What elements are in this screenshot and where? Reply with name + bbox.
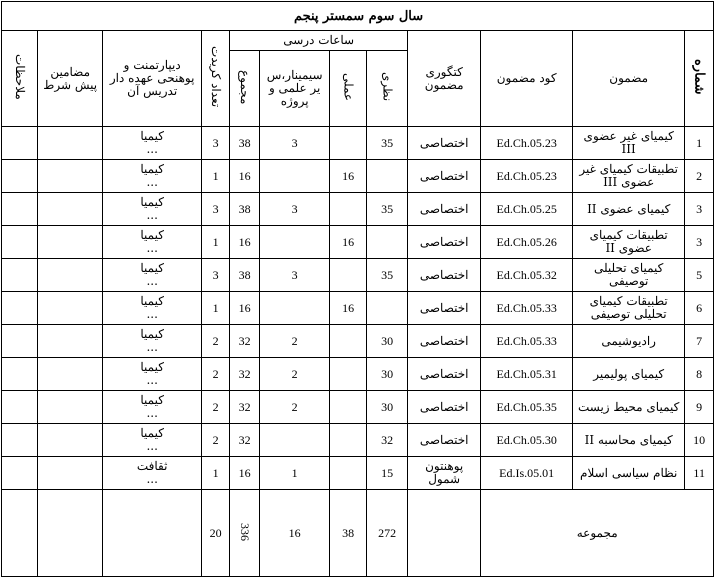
row-number: 7: [685, 325, 714, 358]
table-row: [2, 226, 714, 259]
theory-cell: [367, 292, 408, 325]
department-cell: [103, 457, 202, 490]
seminar-cell: 2: [260, 325, 330, 358]
department-name: کیمیا: [140, 162, 164, 176]
department-ellipsis: ...: [146, 307, 158, 321]
credits-cell: 2: [202, 424, 230, 457]
department-cell: [103, 424, 202, 457]
row-number: 9: [685, 391, 714, 424]
notes-cell: [2, 325, 38, 358]
code-cell: Ed.Ch.05.33: [481, 292, 573, 325]
department-name: کیمیا: [140, 393, 164, 407]
header-department: دیپارتمنت و پوهنحی عهده دار تدریس آن: [103, 31, 202, 127]
prerequisite-cell: [38, 193, 103, 226]
credits-cell: 3: [202, 193, 230, 226]
total-cell: 16: [230, 226, 260, 259]
header-total: مجموع: [230, 51, 260, 127]
seminar-cell: [260, 292, 330, 325]
department-cell: [103, 292, 202, 325]
department-ellipsis: ...: [146, 406, 158, 420]
notes-cell: [2, 358, 38, 391]
header-seminar: سیمینار،س یر علمی و پروژه: [260, 51, 330, 127]
subject-cell: کیمیای محیط زیست: [573, 391, 685, 424]
subject-cell: تطبیقات کیمیای تحلیلی توصیفی: [573, 292, 685, 325]
code-cell: Ed.Ch.05.23: [481, 127, 573, 160]
theory-cell: [367, 226, 408, 259]
table-row: [2, 259, 714, 292]
total-cell: 32: [230, 358, 260, 391]
total-cell: 38: [230, 259, 260, 292]
department-ellipsis: ...: [146, 472, 158, 486]
total-cell: 16: [230, 457, 260, 490]
code-cell: Ed.Ch.05.31: [481, 358, 573, 391]
prerequisite-cell: [38, 358, 103, 391]
header-code: کود مضمون: [481, 31, 573, 127]
practical-cell: [330, 259, 367, 292]
row-number: 1: [685, 127, 714, 160]
department-cell: [103, 226, 202, 259]
category-cell: اختصاصی: [408, 391, 481, 424]
category-cell: اختصاصی: [408, 358, 481, 391]
total-cell: 38: [230, 127, 260, 160]
department-ellipsis: ...: [146, 340, 158, 354]
header-theory: نظری: [367, 51, 408, 127]
semester-table: [1, 1, 714, 577]
totals-total: 336: [230, 490, 260, 577]
notes-cell: [2, 160, 38, 193]
table-row: [2, 193, 714, 226]
practical-cell: [330, 391, 367, 424]
total-cell: 32: [230, 424, 260, 457]
department-cell: [103, 391, 202, 424]
row-number: 10: [685, 424, 714, 457]
credits-cell: 2: [202, 358, 230, 391]
totals-theory: 272: [367, 490, 408, 577]
subject-cell: کیمیای غیر عضوی III: [573, 127, 685, 160]
row-number: 3: [685, 193, 714, 226]
header-hours-group: ساعات درسی: [230, 31, 408, 51]
practical-cell: [330, 193, 367, 226]
subject-cell: تطبیقات کیمیای عضوی II: [573, 226, 685, 259]
code-cell: Ed.Ch.05.26: [481, 226, 573, 259]
total-cell: 32: [230, 325, 260, 358]
row-number: 11: [685, 457, 714, 490]
category-cell: اختصاصی: [408, 259, 481, 292]
total-cell: 16: [230, 160, 260, 193]
credits-cell: 3: [202, 127, 230, 160]
practical-cell: 16: [330, 292, 367, 325]
table-row: [2, 391, 714, 424]
department-cell: [103, 259, 202, 292]
notes-cell: [2, 193, 38, 226]
table-row: [2, 358, 714, 391]
category-cell: اختصاصی: [408, 292, 481, 325]
code-cell: Ed.Ch.05.35: [481, 391, 573, 424]
prerequisite-cell: [38, 325, 103, 358]
category-cell: اختصاصی: [408, 193, 481, 226]
practical-cell: [330, 424, 367, 457]
totals-prereq: [38, 490, 103, 577]
seminar-cell: 1: [260, 457, 330, 490]
total-cell: 16: [230, 292, 260, 325]
subject-cell: تطبیقات کیمیای غیر عضوی III: [573, 160, 685, 193]
subject-cell: رادیوشیمی: [573, 325, 685, 358]
code-cell: Ed.Ch.05.25: [481, 193, 573, 226]
table-row: [2, 292, 714, 325]
header-practical: عملی: [330, 51, 367, 127]
practical-cell: 16: [330, 226, 367, 259]
practical-cell: [330, 358, 367, 391]
seminar-cell: 3: [260, 193, 330, 226]
code-cell: Ed.Ch.05.33: [481, 325, 573, 358]
notes-cell: [2, 424, 38, 457]
code-cell: Ed.Is.05.01: [481, 457, 573, 490]
totals-department: [103, 490, 202, 577]
seminar-cell: 2: [260, 358, 330, 391]
row-number: 3: [685, 226, 714, 259]
totals-notes: [2, 490, 38, 577]
header-notes: ملاحظات: [2, 31, 38, 127]
theory-cell: 35: [367, 127, 408, 160]
credits-cell: 1: [202, 292, 230, 325]
prerequisite-cell: [38, 127, 103, 160]
prerequisite-cell: [38, 457, 103, 490]
category-cell: اختصاصی: [408, 226, 481, 259]
notes-cell: [2, 391, 38, 424]
table-row: [2, 325, 714, 358]
seminar-cell: 3: [260, 259, 330, 292]
totals-category: [408, 490, 481, 577]
department-ellipsis: ...: [146, 208, 158, 222]
department-cell: [103, 193, 202, 226]
notes-cell: [2, 457, 38, 490]
row-number: 2: [685, 160, 714, 193]
department-ellipsis: ...: [146, 175, 158, 189]
department-name: کیمیا: [140, 195, 164, 209]
category-cell: اختصاصی: [408, 127, 481, 160]
prerequisite-cell: [38, 160, 103, 193]
practical-cell: [330, 457, 367, 490]
subject-cell: کیمیای عضوی II: [573, 193, 685, 226]
table-row: [2, 127, 714, 160]
theory-cell: 32: [367, 424, 408, 457]
category-cell: اختصاصی: [408, 424, 481, 457]
department-ellipsis: ...: [146, 373, 158, 387]
credits-cell: 1: [202, 226, 230, 259]
theory-cell: 30: [367, 391, 408, 424]
table-title: سال سوم سمستر پنجم: [2, 2, 714, 31]
subject-cell: کیمیای پولیمیر: [573, 358, 685, 391]
department-ellipsis: ...: [146, 439, 158, 453]
credits-cell: 1: [202, 457, 230, 490]
category-cell: اختصاصی: [408, 160, 481, 193]
seminar-cell: 3: [260, 127, 330, 160]
category-cell: پوهنتون شمول: [408, 457, 481, 490]
credits-cell: 1: [202, 160, 230, 193]
subject-cell: نظام سیاسی اسلام: [573, 457, 685, 490]
totals-row: [2, 490, 714, 577]
header-category: کتگوری مضمون: [408, 31, 481, 127]
header-prerequisite: مضامین پیش شرط: [38, 31, 103, 127]
table-row: [2, 424, 714, 457]
theory-cell: 30: [367, 325, 408, 358]
seminar-cell: 2: [260, 391, 330, 424]
subject-cell: کیمیای محاسبه II: [573, 424, 685, 457]
department-ellipsis: ...: [146, 274, 158, 288]
department-name: کیمیا: [140, 129, 164, 143]
seminar-cell: [260, 160, 330, 193]
department-name: کیمیا: [140, 327, 164, 341]
totals-seminar: 16: [260, 490, 330, 577]
table-row: [2, 457, 714, 490]
department-ellipsis: ...: [146, 142, 158, 156]
department-name: کیمیا: [140, 426, 164, 440]
department-name: کیمیا: [140, 360, 164, 374]
table-body: [2, 127, 714, 490]
department-name: کیمیا: [140, 294, 164, 308]
seminar-cell: [260, 424, 330, 457]
total-cell: 32: [230, 391, 260, 424]
credits-cell: 3: [202, 259, 230, 292]
totals-label: مجموعه: [481, 490, 714, 577]
totals-practical: 38: [330, 490, 367, 577]
practical-cell: [330, 127, 367, 160]
code-cell: Ed.Ch.05.23: [481, 160, 573, 193]
row-number: 5: [685, 259, 714, 292]
seminar-cell: [260, 226, 330, 259]
row-number: 8: [685, 358, 714, 391]
prerequisite-cell: [38, 292, 103, 325]
code-cell: Ed.Ch.05.32: [481, 259, 573, 292]
notes-cell: [2, 259, 38, 292]
row-number: 6: [685, 292, 714, 325]
total-cell: 38: [230, 193, 260, 226]
department-cell: [103, 127, 202, 160]
practical-cell: 16: [330, 160, 367, 193]
credits-cell: 2: [202, 391, 230, 424]
theory-cell: 30: [367, 358, 408, 391]
code-cell: Ed.Ch.05.30: [481, 424, 573, 457]
department-name: کیمیا: [140, 228, 164, 242]
header-credits: تعداد کریدت: [202, 31, 230, 127]
department-cell: [103, 325, 202, 358]
totals-credits: 20: [202, 490, 230, 577]
theory-cell: [367, 160, 408, 193]
notes-cell: [2, 292, 38, 325]
department-name: کیمیا: [140, 261, 164, 275]
category-cell: اختصاصی: [408, 325, 481, 358]
theory-cell: 15: [367, 457, 408, 490]
prerequisite-cell: [38, 226, 103, 259]
theory-cell: 35: [367, 259, 408, 292]
header-subject: مضمون: [573, 31, 685, 127]
department-name: ثقافت: [136, 459, 168, 473]
department-cell: [103, 160, 202, 193]
prerequisite-cell: [38, 259, 103, 292]
header-number: شماره: [685, 31, 714, 127]
notes-cell: [2, 226, 38, 259]
department-cell: [103, 358, 202, 391]
notes-cell: [2, 127, 38, 160]
credits-cell: 2: [202, 325, 230, 358]
department-ellipsis: ...: [146, 241, 158, 255]
prerequisite-cell: [38, 424, 103, 457]
subject-cell: کیمیای تحلیلی توصیفی: [573, 259, 685, 292]
prerequisite-cell: [38, 391, 103, 424]
theory-cell: 35: [367, 193, 408, 226]
practical-cell: [330, 325, 367, 358]
table-row: [2, 160, 714, 193]
